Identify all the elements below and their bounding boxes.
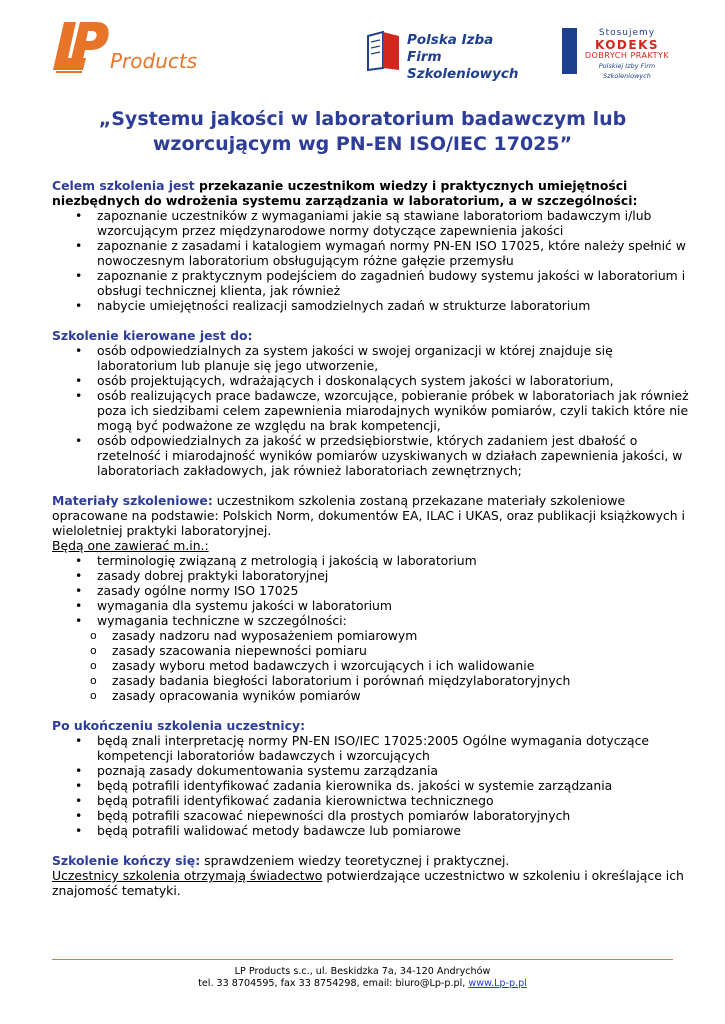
kodeks-text [580,28,674,81]
ending-label: Szkolenie kończy się: [52,853,201,868]
kodeks-line-2: KODEKS [594,38,660,52]
outcomes-item: • poznają zasady dokumentowania systemu zarządzania [52,763,692,778]
document-title [52,107,673,157]
goal-item: • zapoznanie uczestników z wymaganiami jakie są stawiane laboratoriom badawczym i/lub wzorcującym przez międzynarodowe normy dotyczące zapewnienia jakości [52,208,692,238]
outcomes-item: • będą potrafili identyfikować zadania kierownictwa technicznego [52,793,692,808]
materials-item: • wymagania dla systemu jakości w laboratorium [52,598,692,613]
kodeks-line-1: Stosujemy [598,28,656,38]
materials-subitem: o zasady badania biegłości laboratorium i porównań międzylaboratoryjnych [52,673,692,688]
document-body [52,178,692,898]
materials-subitem: o zasady nadzoru nad wyposażeniem pomiarowym [52,628,692,643]
ending-text: sprawdzeniem wiedzy teoretycznej i praktycznej. [200,853,510,868]
audience-item: • osób odpowiedzialnych za jakość w przedsiębiorstwie, których zadaniem jest dbałość o rzetelność i miarodajność wyników pomiarów uzyskiwanych w działach zapewnienia jakości, w laboratoriach zakładowych, jak również laboratoriach zewnętrznych; [52,433,692,478]
website-link[interactable]: www.Lp-p.pl [468,978,527,989]
lp-logo-icon [52,18,112,74]
materials-contains-label: Będą one zawierać m.in.: [52,538,209,553]
lp-products-logo [52,18,202,74]
outcomes-item: • będą znali interpretację normy PN-EN ISO/IEC 17025:2005 Ogólne wymagania dotyczące kompetencji laboratoriów badawczych i wzorcujących [52,733,692,763]
materials-item: • zasady dobrej praktyki laboratoryjnej [52,568,692,583]
materials-item: • terminologię związaną z metrologią i jakością w laboratorium [52,553,692,568]
goal-paragraph [52,178,692,208]
kodeks-logo [562,28,674,80]
certificate-underlined: Uczestnicy szkolenia otrzymają świadectwo [52,868,323,883]
certificate-paragraph [52,868,692,898]
materials-text: uczestnikom szkolenia zostaną przekazane materiały szkoleniowe opracowane na podstawie: Polskich Norm, dokumentów EA, ILAC i UKAS, oraz publikacji książkowych i wieloletniej praktyki laboratoryjnej. [52,493,685,538]
footer [52,966,673,990]
audience-item: • osób projektujących, wdrażających i doskonalących system jakości w laboratorium, [52,373,692,388]
footer-address: LP Products s.c., ul. Beskidzka 7a, 34-120 Andrychów [234,966,491,977]
goal-text: przekazanie uczestnikom wiedzy i praktycznych umiejętności niezbędnych do wdrożenia systemu zarządzania w laboratorium, a w szczególności: [52,178,638,208]
goal-label: Celem szkolenia jest [52,178,195,193]
outcomes-item: • będą potrafili szacować niepewności dla prostych pomiarów laboratoryjnych [52,808,692,823]
audience-item: • osób odpowiedzialnych za system jakości w swojej organizacji w której znajduje się laboratorium lub planuje się jego utworzenie, [52,343,692,373]
audience-list [52,343,692,478]
materials-item: • zasady ogólne normy ISO 17025 [52,583,692,598]
footer-contact-text: tel. 33 8704595, fax 33 8754298, email: biuro@Lp-p.pl, [198,978,469,989]
pifs-line-2: Firm Szkoleniowych [407,49,519,82]
title-line-2: wzorcującym wg PN-EN ISO/IEC 17025” [152,133,573,155]
materials-subitem: o zasady szacowania niepewności pomiaru [52,643,692,658]
kodeks-side-bar [562,28,577,74]
audience-heading: Szkolenie kierowane jest do: [52,328,253,343]
footer-contact [52,978,673,990]
materials-subitem: o zasady wyboru metod badawczych i wzorcujących i ich walidowanie [52,658,692,673]
audience-item: • osób realizujących prace badawcze, wzorcujące, pobieranie próbek w laboratoriach jak również poza ich siedzibami celem zapewnienia miarodajnych wyników pomiarów, czyli takich które nie mogą być podważone ze względu na brak kompetencji, [52,388,692,433]
outcomes-item: • będą potrafili identyfikować zadania kierownika ds. jakości w systemie zarządzania [52,778,692,793]
materials-list [52,553,692,628]
materials-sublist [52,628,692,703]
outcomes-list [52,733,692,838]
materials-subitem: o zasady opracowania wyników pomiarów [52,688,692,703]
pifs-line-1: Polska Izba [407,32,494,48]
lp-logo-text: Products [110,49,198,73]
goal-list [52,208,692,313]
kodeks-line-3: DOBRYCH PRAKTYK [584,51,670,60]
header [0,0,725,90]
materials-label: Materiały szkoleniowe: [52,493,213,508]
kodeks-line-4: Polskiej Izby Firm Szkoleniowych [598,62,656,80]
materials-item: • wymagania techniczne w szczególności: [52,613,692,628]
footer-divider [52,959,673,960]
book-icon [365,30,403,72]
pifs-logo-text [407,32,535,83]
goal-item: • zapoznanie z praktycznym podejściem do zagadnień budowy systemu jakości w laboratorium i obsługi technicznej klienta, jak również [52,268,692,298]
outcomes-heading: Po ukończeniu szkolenia uczestnicy: [52,718,306,733]
title-line-1: „Systemu jakości w laboratorium badawczym lub [98,108,627,130]
materials-paragraph [52,493,692,538]
goal-item: • nabycie umiejętności realizacji samodzielnych zadań w strukturze laboratorium [52,298,692,313]
ending-paragraph [52,853,692,868]
certificate-text: potwierdzające uczestnictwo w szkoleniu i określające ich znajomość tematyki. [52,868,684,898]
goal-item: • zapoznanie z zasadami i katalogiem wymagań normy PN-EN ISO 17025, które należy spełnić w nowoczesnym laboratorium obsługującym różne gałęzie przemysłu [52,238,692,268]
outcomes-item: • będą potrafili walidować metody badawcze lub pomiarowe [52,823,692,838]
pifs-logo [365,30,535,82]
